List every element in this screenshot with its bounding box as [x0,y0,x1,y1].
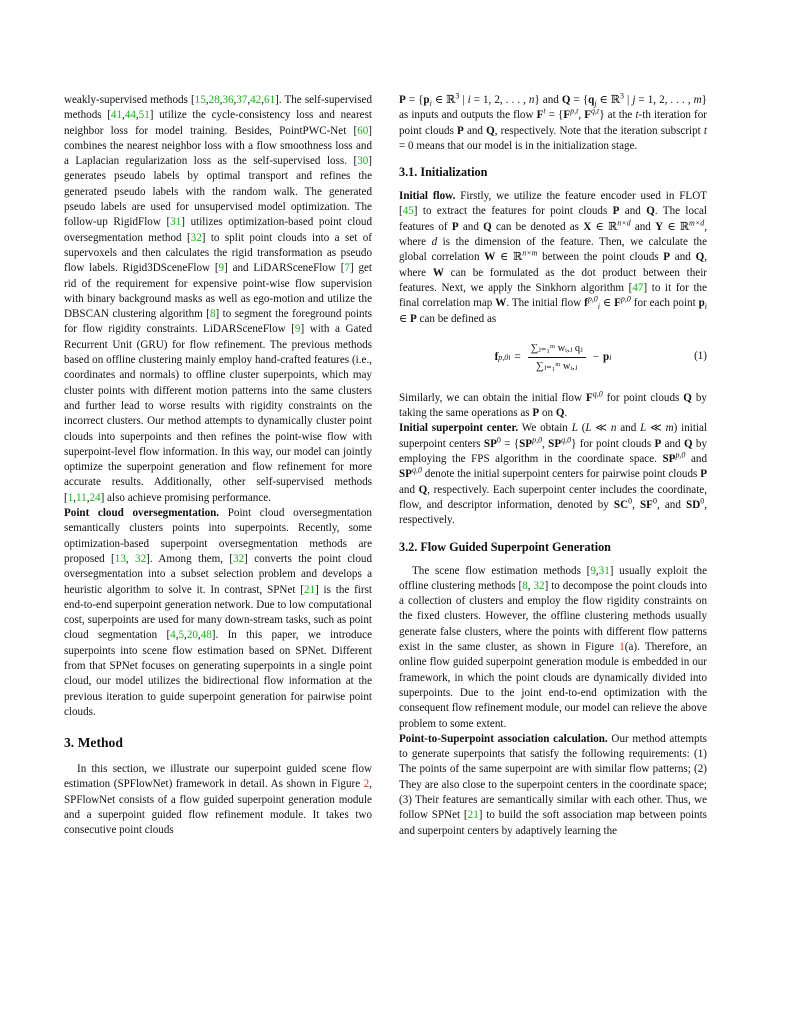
citation-link[interactable]: 47 [632,281,644,294]
related-work-paragraph: weakly-supervised methods [15,28,36,37,42,61]. The self-supervised methods [41,44,51] utilize the cycle-consistency loss and nearest neighbor loss for model training. Besides, PointPWC-Net [60] combines the nearest neighbor loss with a flow smoothness loss and a Laplacian regularization loss as the self-supervised loss. [30] generates pseudo labels by optimal transport and refines the generated pseudo labels with the random walk. The generated pseudo labels are used for unsupervised model optimization. The follow-up RigidFlow [31] utilizes optimization-based point cloud oversegmentation method [32] to split point clouds into a set of supervoxels and then calculates the rigid transformation as pseudo flow labels. Rigid3DSceneFlow [9] and LiDARSceneFlow [7] get rid of the requirement for expensive point-wise flow supervision with binary background masks as well as ego-motion and utilize the DBSCAN clustering algorithm [8] to segment the foreground points for flow rigidity constraints. LiDARSceneFlow [9] with a Gated Recurrent Unit (GRU) for flow refinement. The previous methods based on offline clustering mainly employ hand-crafted features (i.e., coordinates and normals) to offline cluster superpoints, which may cluster points with different motion patterns into the same clusters and further lead to worse results with rigidity constraints on the incorrect clusters. Our method attempts to dynamically cluster point clouds into superpoints and then refines the point-wise flow with superpoint-level flow information. In this way, our model can jointly optimize the superpoint generation and flow refinement for more accurate results. Additionally, other self-supervised methods [1,11,24] also achieve promising performance. [64,94,373,504]
superpoint-center-paragraph: Initial superpoint center. We obtain L (L ≪ n and L ≪ m) initial superpoint centers $SP^0 = \{SP^{p,0}$, SP$^{q,0}$} for point clouds P and Q by employing the FPS algorithm in the coordinate space. SP$^{p,0}$ and SP$^{q,0}$ denote the initial superpoint centers for pairwise point clouds P and Q, respectively. Each superpoint center includes the coordinate, flow, and descriptor information, denoted by $SC^0$, $SF^0$, and $SD^0$, respectively. [399,422,708,527]
paragraph-lead: Initial flow. [399,190,456,203]
citation-link[interactable]: 8 [209,308,216,321]
flow-guided-paragraph: The scene flow estimation methods [9,31] usually exploit the offline clustering methods [8, 32] to decompose the point clouds into a collection of clusters and employ the flow rigidity constraints on the fixed clusters. However, the offline clustering methods usually generate false clusters, where the points with different flow patterns exist in the same cluster, as shown in Figure 1(a). Therefore, an online flow guided superpoint generation module is embedded in our framework, in which the point clouds are dynamically divided into superpoints. Due to the joint end-to-end optimization with the consequent flow refinement module, our model can relieve the above problem to some extent. [399,564,708,730]
citation-link[interactable]: 60 [357,124,369,137]
citation-link[interactable]: 42 [250,94,262,106]
method-intro-paragraph: In this section, we illustrate our superpoint guided scene flow estimation (SPFlowNet) framework in detail. As shown in Figure 2, SPFlowNet consists of a flow guided superpoint generation module and a superpoint guided flow refinement module. It takes two consecutive point clouds [64,763,372,837]
citation-link[interactable]: 20 [186,629,198,642]
section-heading-initialization: 3.1. Initialization [399,165,488,180]
citation-link[interactable]: 32 [533,579,545,592]
citation-link[interactable]: 7 [344,262,350,275]
left-column [64,93,372,839]
citation-link[interactable]: 36 [222,94,234,106]
citation-link[interactable]: 28 [208,94,220,106]
citation-link[interactable]: 32 [190,231,202,244]
citation-link[interactable]: 32 [233,552,245,565]
citation-link[interactable]: 8 [522,579,528,592]
paragraph-lead: Point cloud oversegmentation. [64,507,220,520]
citation-link[interactable]: 9 [218,262,225,275]
citation-link[interactable]: 13 [114,552,126,565]
equation-fraction: $\frac{\text{∑ⱼ₌₁ᵐ wᵢ,ⱼ qⱼ}}{\text{∑ⱼ₌₁ᵐ wᵢ,ⱼ}}$ [528,341,586,375]
oversegmentation-paragraph: Point cloud oversegmentation. Point cloud oversegmentation semantically clusters points into superpoints. Recently, some optimization-based superpoint oversegmentation methods are proposed [13, 32]. Among them, [32] converts the point cloud oversegmentation into a subset selection problem and develops a heuristic algorithm to solve it. In contrast, SPNet [21] is the first end-to-end superpoint generation network. Due to low computational cost, superpoints are used for many down-stream tasks, such as point cloud segmentation [4,5,20,48]. In this paper, we introduce superpoints into scene flow estimation based on SPNet. Different from that SPNet focuses on generating superpoints in a single point cloud, our model utilizes the bidirectional flow information at the previous iteration to guide superpoint generation for pairwise point clouds. [64,507,373,718]
figure-link[interactable]: 2 [363,778,370,791]
citation-link[interactable]: 30 [357,155,369,168]
citation-link[interactable]: 1 [67,491,74,504]
inputs-paragraph: $P = \{p_i$ ∈ ℝ$^3$ | i = 1, 2, . . . , n} and $Q = \{q_j$ ∈ ℝ$^3$ | j = 1, 2, . . . , m} as inputs and outputs the flow $F^t = \{F^{p,t}$, F$^{q,t}$} at the t-th iteration for point clouds P and Q, respectively. Note that the iteration subscript t = 0 means that our model is in the initialization stage. [399,91,707,152]
citation-link[interactable]: 9 [590,564,596,577]
citation-link[interactable]: 31 [170,216,182,229]
citation-link[interactable]: 61 [264,94,276,106]
citation-link[interactable]: 44 [124,109,136,122]
similarly-paragraph: Similarly, we can obtain the initial flow F$^{q,0}$ for point clouds Q by taking the same operations as P on Q. [399,389,707,420]
citation-link[interactable]: 32 [135,552,147,565]
citation-link[interactable]: 24 [89,491,101,504]
citation-link[interactable]: 45 [402,205,414,218]
citation-link[interactable]: 15 [194,94,206,106]
citation-link[interactable]: 21 [467,809,479,822]
equation-1: f p,0 i = $\frac{\text{∑ⱼ₌₁ᵐ wᵢ,ⱼ qⱼ}}{\text{∑ⱼ₌₁ᵐ wᵢ,ⱼ}}$ − p i (1) [399,333,707,383]
section-heading-flow-guided: 3.2. Flow Guided Superpoint Generation [399,539,611,554]
right-column [399,93,707,839]
paragraph-lead: Point-to-Superpoint association calculation. [399,732,608,745]
citation-link[interactable]: 37 [236,94,248,106]
citation-link[interactable]: 31 [598,564,610,577]
paragraph-lead: Initial superpoint center. [399,422,519,435]
citation-link[interactable]: 5 [178,629,185,642]
initial-flow-paragraph: Initial flow. Firstly, we utilize the feature encoder used in FLOT [45] to extract the features for point clouds P and Q. The local features of P and Q can be denoted as X ∈ ℝ$^{n\times d}$ and Y ∈ ℝ$^{m\times d}$, where d is the dimension of the feature. Then, we calculate the global correlation W ∈ ℝ$^{n\times m}$ between the point clouds P and Q, where W can be formulated as the dot product between their features. Next, we apply the Sinkhorn algorithm [47] to it for the final correlation map W. The initial flow $f^{p,0}_i$ ∈ F$^{p,0}$ for each point $p_i$ ∈ P can be defined as [399,190,707,325]
figure-link[interactable]: 1 [619,641,625,654]
citation-link[interactable]: 51 [138,109,150,122]
citation-link[interactable]: 9 [294,323,301,336]
citation-link[interactable]: 21 [303,583,316,596]
equation-number: (1) [694,349,707,362]
citation-link[interactable]: 4 [170,629,176,642]
citation-link[interactable]: 48 [200,629,212,642]
citation-link[interactable]: 41 [110,109,123,122]
citation-link[interactable]: 11 [76,491,87,504]
section-heading-method: 3. Method [64,735,123,751]
association-paragraph: Point-to-Superpoint association calculation. Our method attempts to generate superpoints that satisfy the following requirements: (1) The points of the same superpoint are with similar flow patterns; (2) They are also close to the superpoint centers in the coordinate space; (3) Their features are semantically similar with each other. Thus, we follow SPNet [21] to build the soft association map between points and superpoint centers by adaptively learning the [399,732,707,837]
